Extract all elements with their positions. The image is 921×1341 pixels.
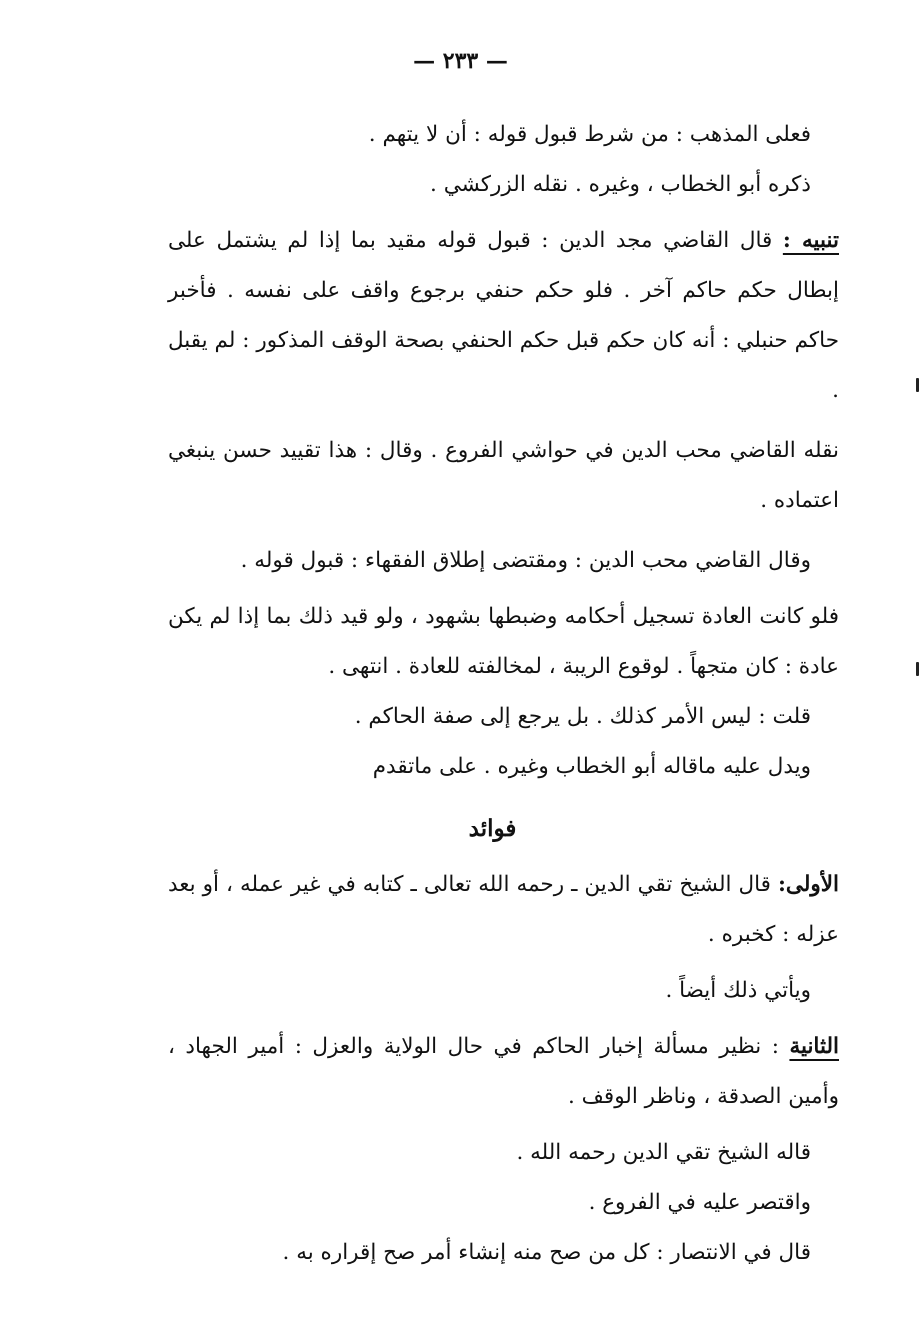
paragraph-14: قال في الانتصار : كل من صح منه إنشاء أمر صح إقراره به . (282, 1240, 811, 1265)
paragraph-13: واقتصر عليه في الفروع . (588, 1190, 811, 1215)
section-heading: فوائد (468, 815, 517, 842)
first-benefit-body: قال الشيخ تقي الدين ـ رحمه الله تعالى ـ كتابه في غير عمله ، أو بعد عزله : كخبره . (168, 872, 839, 947)
paragraph-first-benefit (168, 860, 839, 960)
paragraph-6: فلو كانت العادة تسجيل أحكامه وضبطها بشهود ، ولو قيد ذلك بما إذا لم يكن عادة : كان متجهاً . لوقوع الريبة ، لمخالفته للعادة . انتهى . (168, 604, 839, 679)
scan-mark (916, 378, 919, 392)
page-body (168, 110, 839, 1278)
paragraph-12: قاله الشيخ تقي الدين رحمه الله . (516, 1140, 811, 1165)
second-benefit-label: الثانية (789, 1034, 839, 1059)
scan-mark (916, 662, 919, 676)
second-benefit-body: : نظير مسألة إخبار الحاكم في حال الولاية والعزل : أمير الجهاد ، وأمين الصدقة ، وناظر الوقف . (168, 1034, 839, 1109)
paragraph-note (168, 216, 839, 416)
paragraph-second-benefit (168, 1022, 839, 1122)
paragraph-1: فعلى المذهب : من شرط قبول قوله : أن لا يتهم . (368, 122, 811, 147)
note-label: تنبيه : (782, 228, 839, 253)
first-benefit-label: الأولى: (777, 872, 839, 897)
paragraph-8: ويدل عليه ماقاله أبو الخطاب وغيره . على ماتقدم (372, 754, 811, 779)
paragraph-10: ويأتي ذلك أيضاً . (665, 978, 811, 1003)
paragraph-2: ذكره أبو الخطاب ، وغيره . نقله الزركشي . (430, 172, 811, 197)
paragraph-5: وقال القاضي محب الدين : ومقتضى إطلاق الفقهاء : قبول قوله . (240, 548, 811, 573)
paragraph-7: قلت : ليس الأمر كذلك . بل يرجع إلى صفة الحاكم . (354, 704, 811, 729)
page-number: — ٢٣٣ — (413, 48, 508, 74)
note-body: قال القاضي مجد الدين : قبول قوله مقيد بما إذا لم يشتمل على إبطال حكم حاكم آخر . فلو حكم حنفي برجوع واقف على نفسه . فأخبر حاكم حنبلي : أنه كان حكم قبل حكم الحنفي بصحة الوقف المذكور : لم يقبل . (168, 228, 839, 403)
paragraph-4: نقله القاضي محب الدين في حواشي الفروع . وقال : هذا تقييد حسن ينبغي اعتماده . (168, 438, 839, 513)
